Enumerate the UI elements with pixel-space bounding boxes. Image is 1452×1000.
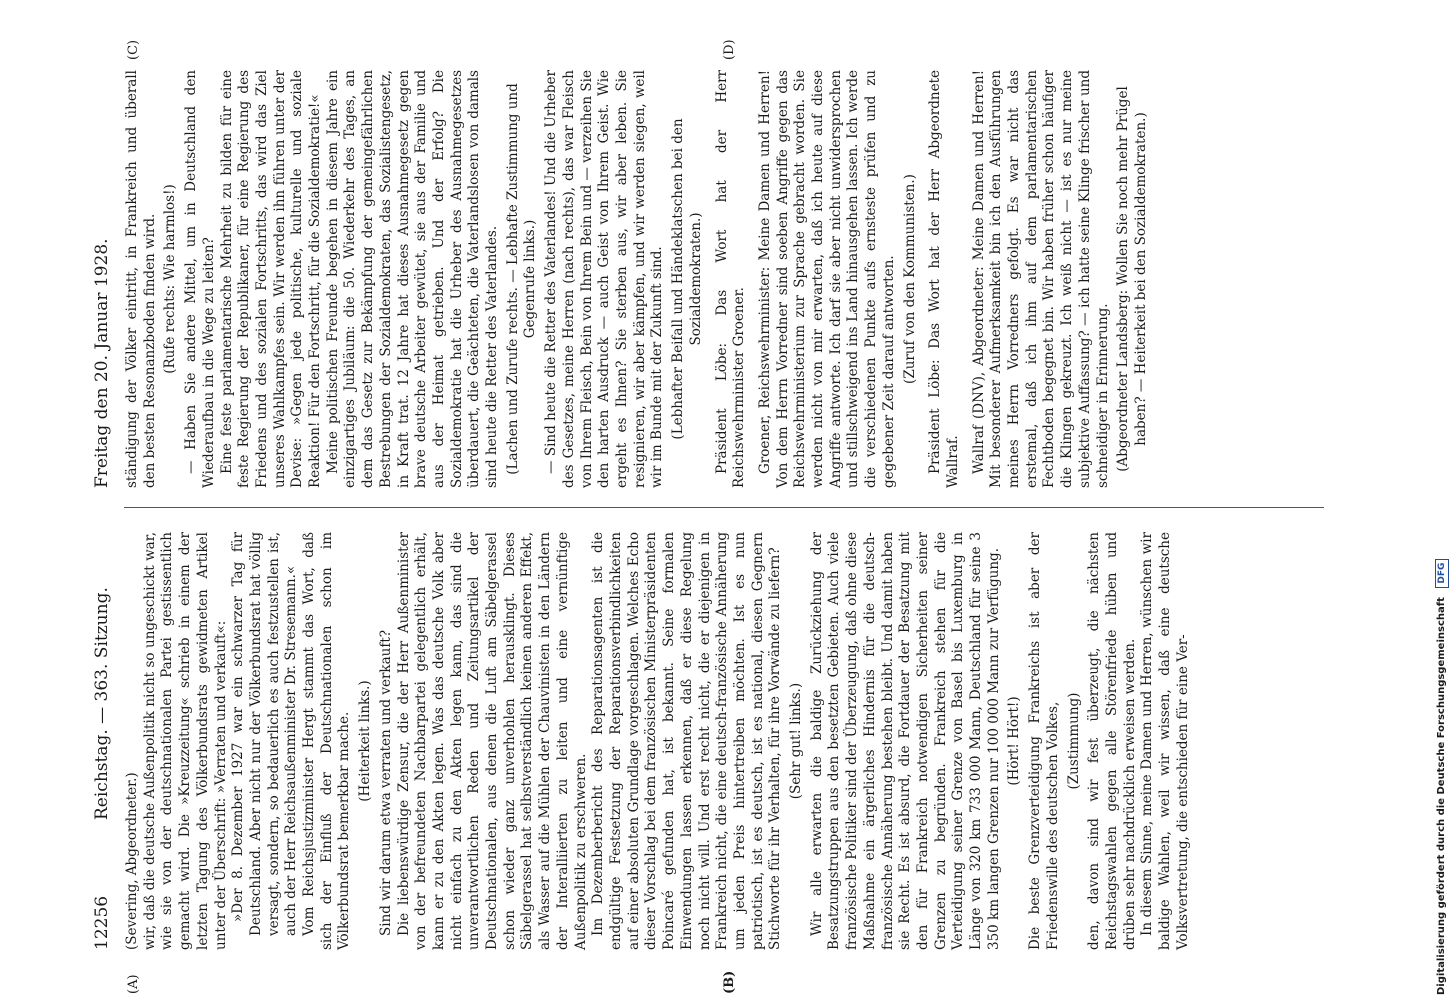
- rotated-document-page: [82, 20, 1392, 994]
- speaker-statement: Wallraf (DNV), Abgeordneter: Meine Damen und Herren! Mit besonderer Aufmerksamkeit bin ich den Ausführungen meines Herrn Vorredners gefolgt. Es war nicht das erstemal, daß ich ihm auf dem parlamentarischen Fechtboden begegnet bin. Wir haben früher schon häufiger die Klingen gekreuzt. Ich weiß nicht — ist es nur meine subjektive Auffassung? — ich hatte seine Klinge frischer und schneidiger in Erinnerung.: [970, 70, 1111, 488]
- paragraph: den, davon sind wir fest überzeugt, die nächsten Reichstagswahlen gegen alle Störenfriede hüben und drüben sehr nachdrücklich erweisen werden.: [1086, 532, 1138, 950]
- session-title: Reichstag. — 363. Sitzung.: [92, 587, 112, 820]
- page-number: 12256: [92, 895, 112, 950]
- interjection: (Abgeordneter Landsberg: Wollen Sie noch mehr Prügel haben? — Heiterkeit bei den Sozialdemokraten.): [1115, 86, 1149, 472]
- paragraph: — Sind heute die Retter des Vaterlandes! Und die Urheber des Gesetzes, meine Herren (nach rechts), das war Fleisch von Ihrem Fleisch, Bein von Ihrem Bein und — verzeihen Sie den harten Ausdruck — auch Geist von Ihrem Geist. Wie ergeht es Ihnen? Sie sterben aus, wir aber leben. Sie resignieren, wir aber kämpfen, und wir werden siegen, weil wir im Bunde mit der Zukunft sind.: [543, 70, 666, 488]
- margin-marker-a: (A): [126, 974, 141, 994]
- paragraph: — Haben Sie andere Mittel, um in Deutschland den Wiederaufbau in die Wege zu leiten?: [183, 70, 217, 488]
- interjection: (Hört! Hört!): [1006, 696, 1023, 786]
- paragraph: Vom Reichsjustizminister Hergt stammt das Wort, daß sich der Einfluß der Deutschnationalen schon im Völkerbundsrat bemerkbar mache.: [301, 532, 353, 950]
- paragraph: Die beste Grenzverteidigung Frankreichs ist aber der Friedenswille des deutschen Volkes,: [1027, 532, 1061, 950]
- session-date: Freitag den 20. Januar 1928.: [92, 238, 112, 488]
- speaker-statement: Groener, Reichswehrminister: Meine Damen und Herren! Von dem Herrn Vorredner sind soeben Angriffe gegen das Reichswehrministerium zur Sprache gebracht worden. Sie werden nicht von mir erwarten, daß ich heute auf diese Angriffe antworte. Ich darf sie aber nicht unwidersprochen und stillschweigend ins Land hinausgehen lassen. Ich werde die verschiedenen Punkte aufs ernsteste prüfen und zu gegebener Zeit darauf antworten.: [756, 70, 897, 488]
- president-statement: Präsident Löbe: Das Wort hat der Herr Reichswehrminister Groener.: [713, 70, 748, 488]
- interjection: (Lebhafter Beifall und Händeklatschen bei den Sozialdemokraten.): [670, 118, 704, 440]
- column-divider: [124, 507, 1324, 508]
- margin-marker-d: (D): [722, 39, 737, 60]
- paragraph: Die liebenswürdige Zensur, die der Herr Außenminister von der befreundeten Nachbarpartei gelegentlich erhält, kann er zu den Akten legen. Was das deutsche Volk aber nicht einfach zu den Akten legen kann, das sind die unverantwortlichen Reden und Zeitungsartikel der Deutschnationalen, aus denen die Luft am Säbelgerassel schon wieder ganz unverhohlen herausklingt. Dieses Säbelgerassel hat selbstverständlich keinen anderen Effekt, als Wasser auf die Mühlen der Chauvinisten in den Ländern der Interalliierten zu leiten und eine vernünftige Außenpolitik zu erschweren.: [395, 532, 589, 950]
- credit-text: Digitalisierung gefördert durch die Deutsche Forschungsgemeinschaft: [1436, 597, 1447, 995]
- paragraph: Wir alle erwarten die baldige Zurückziehung der Besatzungstruppen aus den besetzten Gebieten. Auch viele französische Politiker sind der Überzeugung, daß ohne diese Maßnahme ein ärgerliches Hindernis für die deutsch-französische Annäherung bestehen bleibt. Und damit haben sie Recht. Es ist absurd, die Fortdauer der Besatzung mit den für Frankreich notwendigen Sicherheiten seiner Grenzen zu begründen. Frankreich stehen für die Verteidigung seiner Grenze von Basel bis Luxemburg in Länge von 320 km 733 000 Mann, Deutschland für seine 3 350 km langen Grenzen nur 100 000 Mann zur Verfügung.: [808, 532, 1002, 950]
- paragraph: ständigung der Völker eintritt, in Frankreich und überall den besten Resonanzboden finden wird.: [124, 70, 158, 488]
- president-statement: Präsident Löbe: Das Wort hat der Herr Abgeordnete Wallraf.: [927, 70, 961, 488]
- paragraph: Sind wir darum etwa verraten und verkauft?: [377, 630, 394, 936]
- interjection: (Sehr gut! links.): [788, 682, 805, 800]
- right-text-column: [124, 70, 1339, 488]
- paragraph: Im Dezemberbericht des Reparationsagenten ist die endgültige Festsetzung der Reparationsverbindlichkeiten auf einer absoluten Grundlage vorgeschlagen. Welches Echo dieser Vorschlag bei dem französischen Ministerpräsidenten Poincaré gefunden hat, ist bekannt. Seine formalen Einwendungen lassen erkennen, daß er diese Regelung noch nicht will. Und erst recht nicht, die er diejenigen in Frankreich nicht, die eine deutsch-französische Annäherung um jeden Preis hintertreiben möchten. Ist es nun patriotisch, ist es deutsch, ist es national, diesen Gegnern Stichworte für ihr Verhalten, für ihre Vorwände zu liefern?: [590, 532, 784, 950]
- page-header-left: [92, 540, 122, 950]
- quotation: »Der 8. Dezember 1927 war ein schwarzer Tag für Deutschland. Aber nicht nur der Völkerbundsrat hat völlig versagt, sondern, so bedauerlich es auch festzustellen ist, auch der Herr Reichsaußenminister Dr. Stresemann.«: [230, 532, 300, 936]
- dfg-logo: DFG: [1435, 559, 1449, 588]
- interjection: (Rufe rechts: Wie harmlos!): [162, 184, 179, 374]
- interjection: (Heiterkeit links.): [357, 680, 374, 802]
- margin-marker-c: (C): [126, 39, 141, 60]
- paragraph: Meine politischen Freunde begehen in diesem Jahre ein einzigartiges Jubiläum: die 50. Wiederkehr des Tages, an dem das Gesetz zur Bekämpfung der gemeingefährlichen Bestrebungen der Sozialdemokraten, das Sozialistengesetz, in Kraft trat. 12 Jahre hat dieses Ausnahmegesetz gegen brave deutsche Arbeiter gewütet, sie aus der Familie und aus der Heimat getrieben. Und der Erfolg? Die Sozialdemokratie hat die Urheber des Ausnahmegesetzes überdauert, die Geächteten, die Vaterlandslosen von damals sind heute die Retter des Vaterlandes.: [324, 70, 501, 488]
- interjection: (Zuruf von den Kommunisten.): [901, 174, 918, 384]
- interjection: (Lachen und Zurufe rechts. — Lebhafte Zustimmung und Gegenrufe links.): [504, 83, 539, 475]
- digitization-credit: [1432, 5, 1452, 995]
- margin-marker-b: (B): [722, 970, 737, 994]
- left-text-column: [124, 532, 1339, 950]
- page-header-right: [92, 68, 122, 488]
- paragraph: wir, daß die deutsche Außenpolitik nicht so ungeschickt war, wie sie von der deutschnationalen Partei gestissentlich gemacht wird. Die »Kreuzzeitung« schrieb in einem der letzten Tagung des Völkerbundsrats gewidmeten Artikel unter der Überschrift: »Verraten und verkauft«:: [141, 532, 229, 950]
- interjection: (Zustimmung): [1065, 692, 1082, 790]
- paragraph: Eine feste parlamentarische Mehrheit zu bilden für eine feste Regierung der Republikaner, für eine Regierung des Friedens und des sozialen Fortschritts, das wird das Ziel unseres Wahlkampfes sein. Wir werden ihn führen unter der Devise: »Gegen jede politische, kulturelle und soziale Reaktion! Für den Fortschritt, für die Sozialdemokratie!«: [218, 70, 324, 488]
- paragraph: In diesem Sinne, meine Damen und Herren, wünschen wir baldige Wahlen, weil wir wissen, daß eine deutsche Volksvertretung, die entschieden für eine Ver-: [1139, 532, 1191, 950]
- speaker-continuation: (Severing, Abgeordneter.): [124, 772, 140, 950]
